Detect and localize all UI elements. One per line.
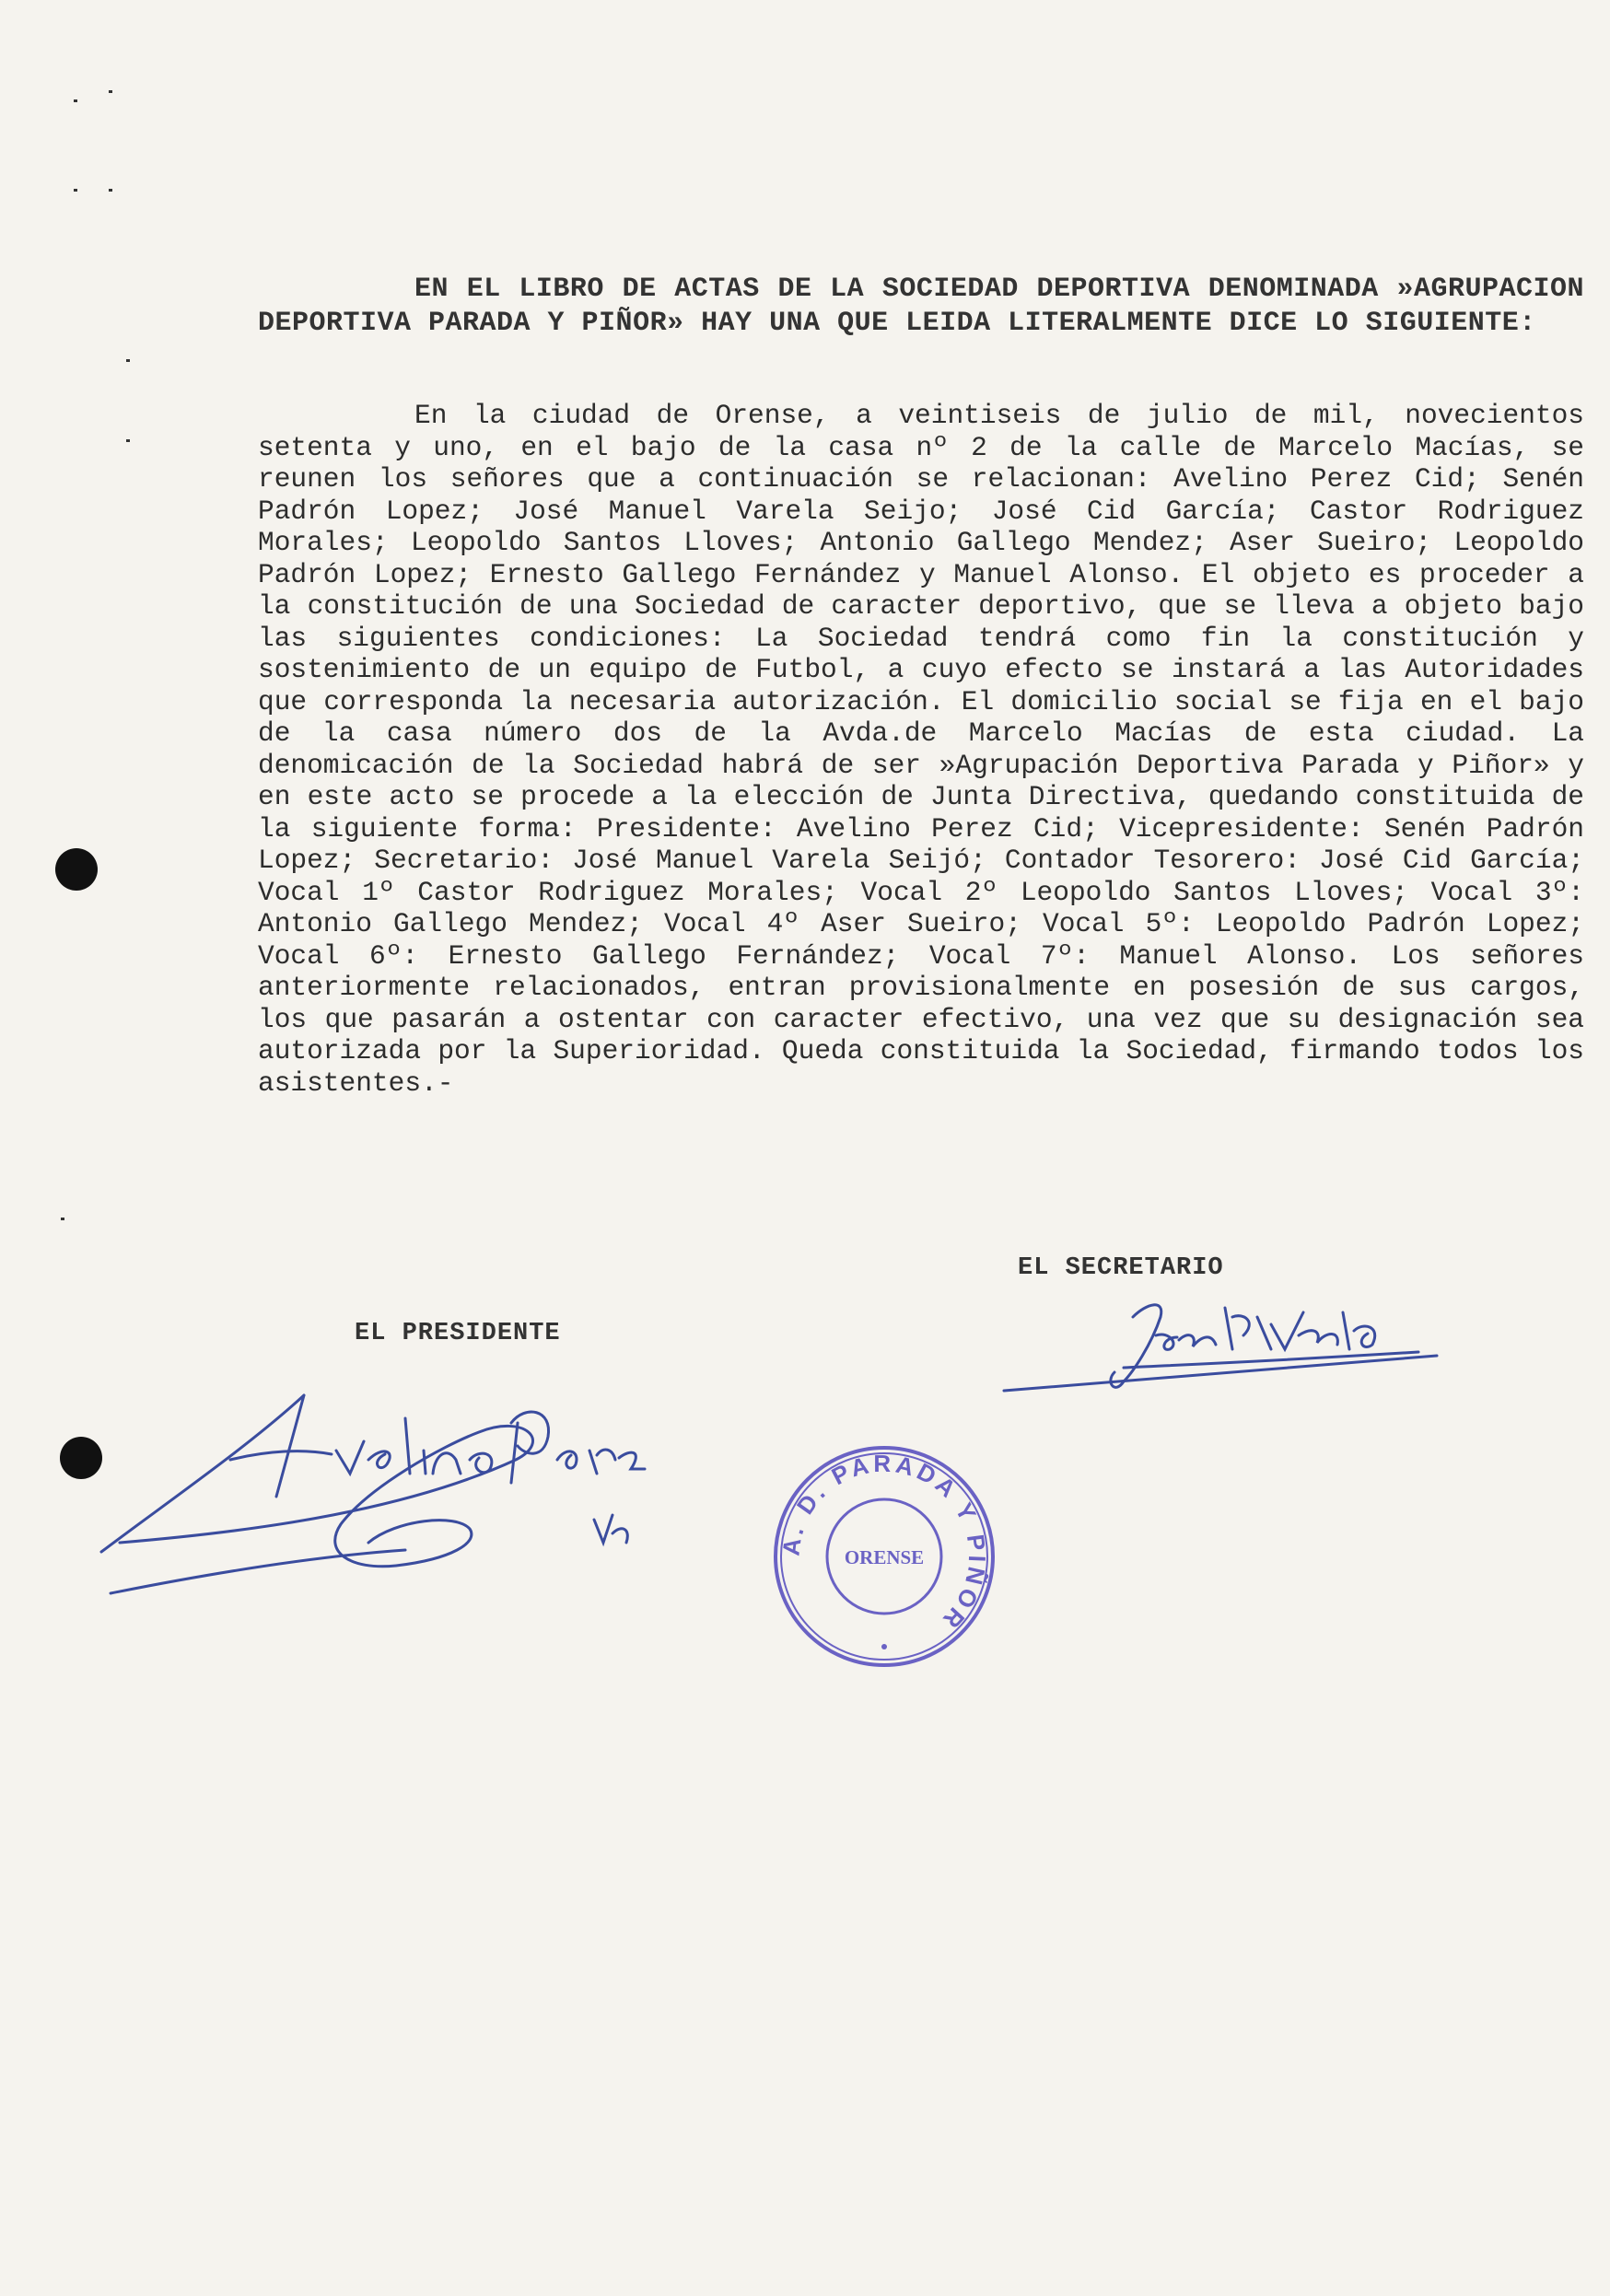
- margin-speck: [61, 1218, 64, 1220]
- binder-hole: [55, 848, 98, 891]
- secretary-label: EL SECRETARIO: [1018, 1254, 1224, 1282]
- body-text: En la ciudad de Orense, a veintiseis de julio de mil, novecientos setenta y uno, en el bajo de la casa nº 2 de la calle de Marcelo Macías, se reunen los señores que a continuación se relacionan: Avelino Perez Cid; Senén Padrón Lopez; José Manuel Varela Seijo; José Cid García; Castor Rodriguez Morales; Leopoldo Santos Lloves; Antonio Gallego Mendez; Aser Sueiro; Leopoldo Padrón Lopez; Ernesto Gallego Fernández y Manuel Alonso. El objeto es proceder a la constitución de una Sociedad de caracter deportivo, que se lleva a objeto bajo las siguientes condiciones: La Sociedad tendrá como fin la constitución y sostenimiento de un equipo de Futbol, a cuyo efecto se instará a las Autoridades que corresponda la necesaria autorización. El domicilio social se fija en el bajo de la casa número dos de la Avda.de Marcelo Macías de esta ciudad. La denomicación de la Sociedad habrá de ser »Agrupación Deportiva Parada y Piñor» y en este acto se procede a la elección de Junta Directiva, quedando constituida de la siguiente forma: Presidente: Avelino Perez Cid; Vicepresidente: Senén Padrón Lopez; Secretario: José Manuel Varela Seijó; Contador Tesorero: José Cid García; Vocal 1º Castor Rodriguez Morales; Vocal 2º Leopoldo Santos Lloves; Vocal 3º: Antonio Gallego Mendez; Vocal 4º Aser Sueiro; Vocal 5º: Leopoldo Padrón Lopez; Vocal 6º: Ernesto Gallego Fernández; Vocal 7º: Manuel Alonso. Los señores anteriormente relacionados, entran provisionalmente en posesión de sus cargos, los que pasarán a ostentar con caracter efectivo, una vez que su designación sea autorizada por la Superioridad. Queda constituida la Sociedad, firmando todos los asistentes.-: [258, 400, 1584, 1099]
- margin-speck: [74, 189, 77, 192]
- body-paragraph: [258, 400, 1584, 1099]
- stamp-ring-text: A. D. PARADA Y PIÑOR: [776, 1449, 992, 1637]
- margin-speck: [74, 99, 77, 102]
- stamp-center-text: ORENSE: [844, 1546, 925, 1568]
- club-stamp: [764, 1437, 1004, 1676]
- president-label: EL PRESIDENTE: [355, 1320, 561, 1347]
- president-signature: [92, 1358, 718, 1616]
- document-body: [258, 400, 1584, 1099]
- heading-text: EN EL LIBRO DE ACTAS DE LA SOCIEDAD DEPORTIVA DENOMINADA »AGRUPACION DEPORTIVA PARADA Y PIÑOR» HAY UNA QUE LEIDA LITERALMENTE DICE LO SIGUIENTE:: [258, 274, 1584, 339]
- margin-speck: [126, 439, 130, 442]
- margin-speck: [109, 189, 112, 192]
- margin-speck: [109, 90, 112, 93]
- margin-speck: [126, 359, 130, 362]
- secretary-signature: [995, 1280, 1474, 1409]
- document-heading: [258, 273, 1584, 341]
